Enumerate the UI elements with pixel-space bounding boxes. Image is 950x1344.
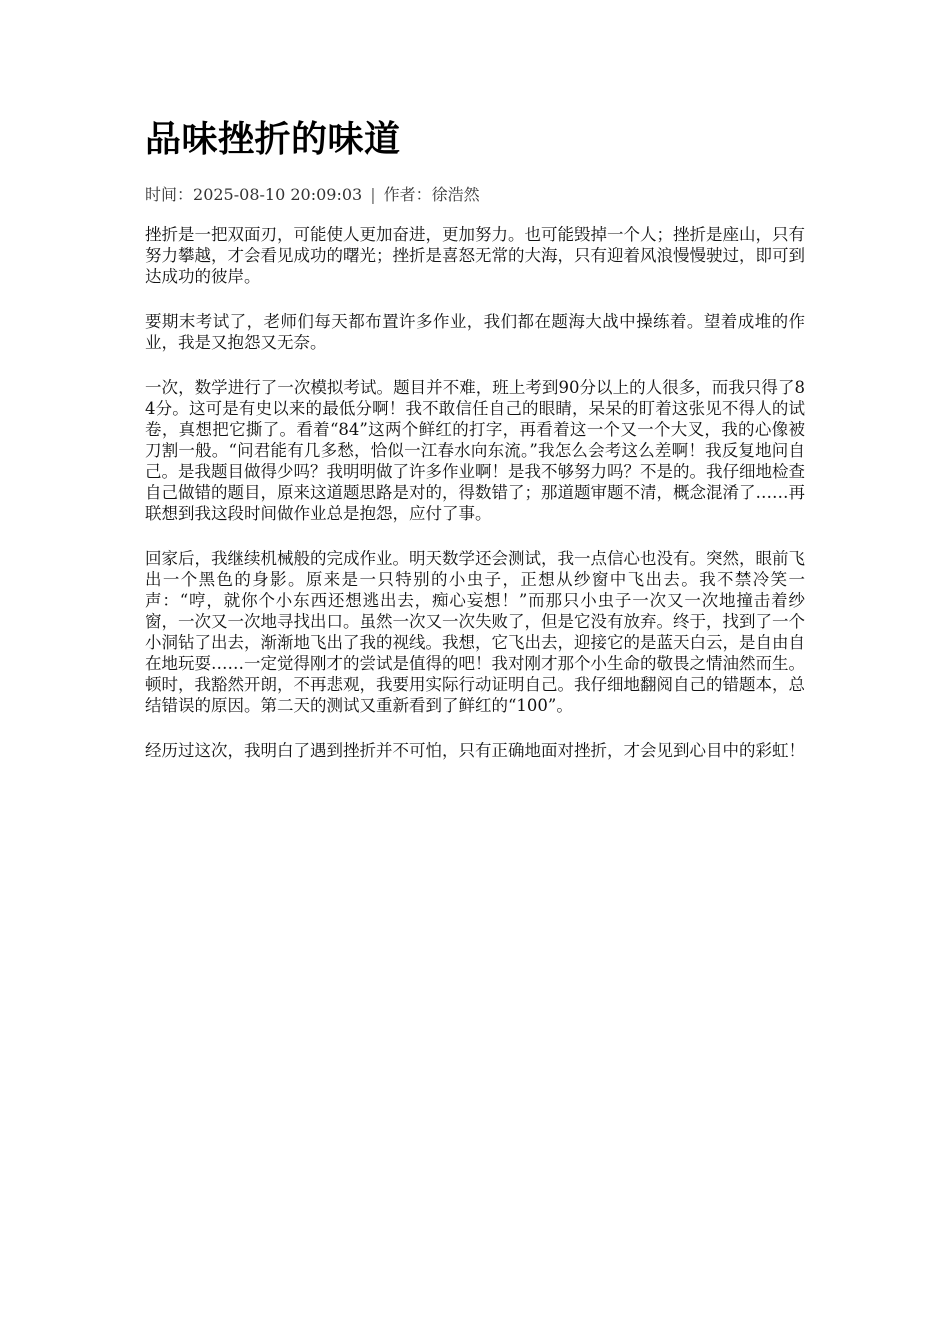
publish-time: 2025-08-10 20:09:03	[193, 185, 363, 204]
article-title: 品味挫折的味道	[145, 119, 401, 160]
meta-separator: |	[370, 185, 376, 204]
paragraph-4: 回家后，我继续机械般的完成作业。明天数学还会测试，我一点信心也没有。突然，眼前飞出一个黑色的身影。原来是一只特别的小虫子，正想从纱窗中飞出去。我不禁冷笑一声：“哼，就你个小东西还想逃出去，痴心妄想！”而那只小虫子一次又一次地撞击着纱窗，一次又一次地寻找出口。虽然一次又一次失败了，但是它没有放弃。终于，找到了一个小洞钻了出去，渐渐地飞出了我的视线。我想，它飞出去，迎接它的是蓝天白云，是自由自在地玩耍……一定觉得刚才的尝试是值得的吧！我对刚才那个小生命的敬畏之情油然而生。顿时，我豁然开朗，不再悲观，我要用实际行动证明自己。我仔细地翻阅自己的错题本，总结错误的原因。第二天的测试又重新看到了鲜红的“100”。	[145, 549, 805, 715]
time-label: 时间：	[145, 185, 194, 204]
article-meta	[145, 182, 805, 208]
article-page	[145, 112, 805, 785]
paragraph-3: 一次，数学进行了一次模拟考试。题目并不难，班上考到90分以上的人很多，而我只得了84分。这可是有史以来的最低分啊！我不敢信任自己的眼睛，呆呆的盯着这张见不得人的试卷，真想把它撕了。看着“84”这两个鲜红的打字，再看着这一个又一个大叉，我的心像被刀割一般。“问君能有几多愁，恰似一江春水向东流。”我怎么会考这么差啊！我反复地问自己。是我题目做得少吗？我明明做了许多作业啊！是我不够努力吗？不是的。我仔细地检查自己做错的题目，原来这道题思路是对的，得数错了；那道题审题不清，概念混淆了……再联想到我这段时间做作业总是抱怨，应付了事。	[145, 378, 805, 523]
author-name: 徐浩然	[431, 185, 480, 204]
paragraph-5: 经历过这次，我明白了遇到挫折并不可怕，只有正确地面对挫折，才会见到心目中的彩虹！	[145, 741, 805, 760]
author-label: 作者：	[383, 185, 432, 204]
article-body	[145, 224, 805, 761]
paragraph-2: 要期末考试了，老师们每天都布置许多作业，我们都在题海大战中操练着。望着成堆的作业，我是又抱怨又无奈。	[145, 312, 805, 352]
paragraph-1: 挫折是一把双面刃，可能使人更加奋进，更加努力。也可能毁掉一个人；挫折是座山，只有努力攀越，才会看见成功的曙光；挫折是喜怒无常的大海，只有迎着风浪慢慢驶过，即可到达成功的彼岸。	[145, 225, 805, 286]
